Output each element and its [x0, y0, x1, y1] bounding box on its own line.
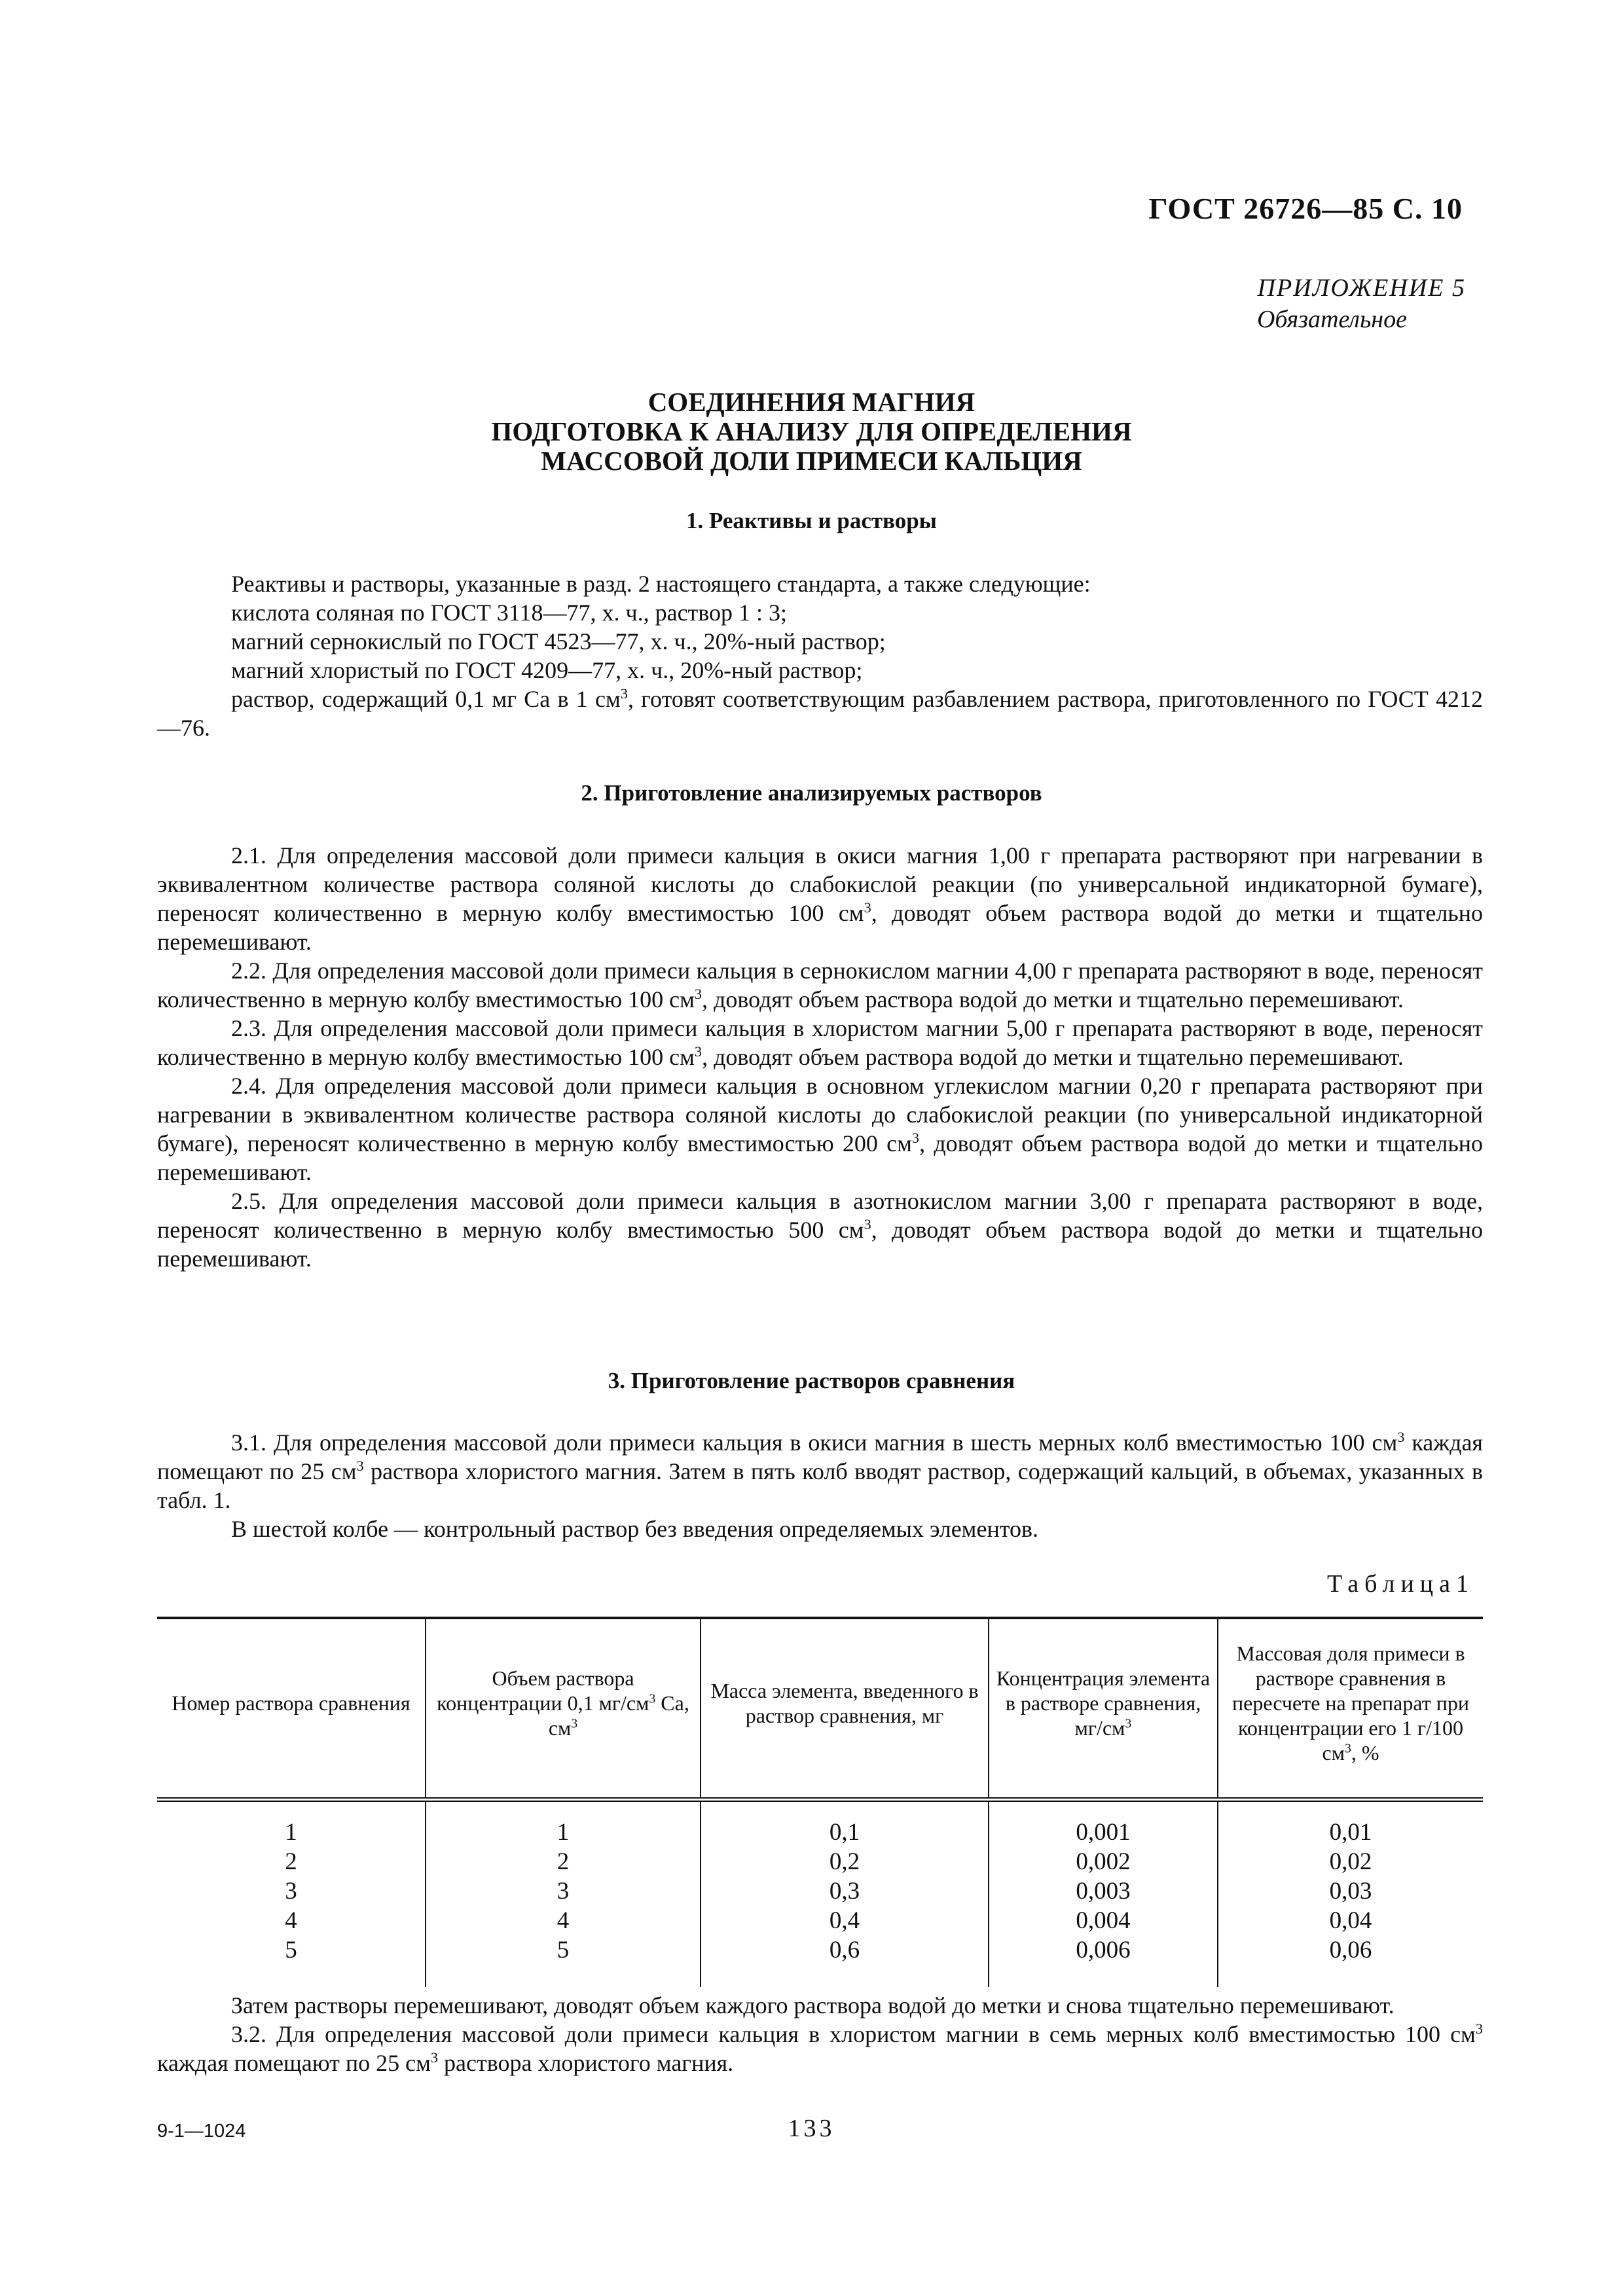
table-cell: 0,1: [701, 1800, 989, 1848]
table-cell: 1: [426, 1800, 701, 1848]
paragraph-2-1: 2.1. Для определения массовой доли примеси кальция в окиси магния 1,00 г препарата растворяют при нагревании в эквивалентном количестве раствора соляной кислоты до слабокислой реакции (по универсальной индикаторной бумаге), переносят количественно в мерную колбу вместимостью 100 $см^3$, доводят объем раствора водой до метки и тщательно перемешивают.: [157, 842, 1483, 955]
section-3-body: [157, 1428, 1483, 1543]
table-row: [157, 1876, 1483, 1906]
appendix-label: ПРИЛОЖЕНИЕ 5: [1257, 274, 1466, 302]
section-3-heading: 3. Приготовление растворов сравнения: [608, 1368, 1015, 1393]
table-row: [157, 1906, 1483, 1935]
table-cell: 3: [285, 1878, 297, 1905]
col-header-volume: Объем раствора концентрации 0,1 $мг/см^3$ Са, $см^3$: [426, 1618, 701, 1800]
table-cell: 0,001: [989, 1800, 1218, 1848]
paragraph-2-3: 2.3. Для определения массовой доли примеси кальция в хлористом магнии 5,00 г препарата растворяют в воде, переносят количественно в мерную колбу вместимостью 100 $см^3$, доводят объем раствора водой до метки и тщательно перемешивают.: [157, 1015, 1483, 1070]
paragraph-3-1: 3.1. Для определения массовой доли примеси кальция в окиси магния в шесть мерных колб вместимостью 100 $см^3$ каждая помещают по 25 $см^3$ раствора хлористого магния. Затем в пять колб вводят раствор, содержащий кальций, в объемах, указанных в табл. 1.: [157, 1429, 1483, 1513]
table-cell: 0,3: [701, 1876, 989, 1906]
table-cell: 5: [285, 1937, 297, 1964]
table-cell: 0,01: [1218, 1800, 1483, 1848]
standard-header: ГОСТ 26726—85 С. 10: [1148, 192, 1463, 225]
table-row: [157, 1847, 1483, 1876]
paragraph: раствор, содержащий 0,1 мг Са в 1 $см^3$, готовят соответствующим разбавлением раствора, приготовленного по ГОСТ 4212—76.: [157, 685, 1484, 741]
table-cell: 0,4: [701, 1906, 989, 1935]
table-cell: 0,004: [989, 1906, 1218, 1935]
table-cell: 0,03: [1218, 1876, 1483, 1906]
paragraph-2-4: 2.4. Для определения массовой доли примеси кальция в основном углекислом магнии 0,20 г препарата растворяют при нагревании в эквивалентном количестве раствора соляной кислоты до слабокислой реакции (по универсальной индикаторной бумаге), переносят количественно в мерную колбу вместимостью 200 $см^3$, доводят объем раствора водой до метки и тщательно перемешивают.: [157, 1073, 1484, 1185]
paragraph: Реактивы и растворы, указанные в разд. 2 настоящего стандарта, а также следующие:: [231, 571, 1091, 597]
comparison-solutions-table: [157, 1617, 1483, 1987]
table-cell: 4: [285, 1907, 297, 1934]
table-cell: 0,002: [989, 1847, 1218, 1876]
title-line-2: ПОДГОТОВКА К АНАЛИЗУ ДЛЯ ОПРЕДЕЛЕНИЯ: [491, 416, 1132, 446]
table-cell: 0,006: [989, 1935, 1218, 1987]
table-cell: 5: [426, 1935, 701, 1987]
col-header-mass: Масса элемента, введенного в раствор сравнения, мг: [701, 1618, 989, 1800]
table-cell: 2: [285, 1848, 297, 1875]
table-cell: 0,06: [1218, 1935, 1483, 1987]
table-cell: 0,02: [1218, 1847, 1483, 1876]
title-line-3: МАССОВОЙ ДОЛИ ПРИМЕСИ КАЛЬЦИЯ: [541, 446, 1082, 476]
table-cell: 1: [285, 1819, 297, 1846]
table-cell: 0,6: [701, 1935, 989, 1987]
paragraph-2-5: 2.5. Для определения массовой доли примеси кальция в азотнокислом магнии 3,00 г препарата растворяют в воде, переносят количественно в мерную колбу вместимостью 500 $см^3$, доводят объем раствора водой до метки и тщательно перемешивают.: [157, 1188, 1483, 1272]
title-line-1: СОЕДИНЕНИЯ МАГНИЯ: [647, 387, 976, 417]
paragraph-3-2: 3.2. Для определения массовой доли примеси кальция в хлористом магнии в семь мерных колб вместимостью 100 $см^3$ каждая помещают по 25 $см^3$ раствора хлористого магния.: [157, 2020, 1483, 2076]
print-code: 9-1—1024: [157, 2121, 246, 2142]
paragraph: магний сернокислый по ГОСТ 4523—77, х. ч., 20%-ный раствор;: [231, 628, 886, 655]
table-cell: 0,2: [701, 1847, 989, 1876]
table-caption: Таблица1: [1326, 1570, 1474, 1598]
col-header-mass-fraction: Массовая доля примеси в растворе сравнения в пересчете на препарат при концентрации его 1 г/100 $см^3$, %: [1218, 1618, 1483, 1800]
appendix-status: Обязательное: [1256, 306, 1407, 333]
table-header-row: [157, 1618, 1483, 1800]
section-3-body-continued: [157, 1991, 1483, 2077]
table-cell: 2: [426, 1847, 701, 1876]
section-1-body: [157, 569, 1483, 742]
col-header-concentration: Концентрация элемента в растворе сравнения, $мг/см^3$: [989, 1618, 1218, 1800]
paragraph-2-2: 2.2. Для определения массовой доли примеси кальция в сернокислом магнии 4,00 г препарата растворяют в воде, переносят количественно в мерную колбу вместимостью 100 $см^3$, доводят объем раствора водой до метки и тщательно перемешивают.: [157, 958, 1483, 1013]
document-title: [0, 387, 1623, 476]
table-cell: 0,04: [1218, 1906, 1483, 1935]
table-cell: 4: [426, 1906, 701, 1935]
paragraph: магний хлористый по ГОСТ 4209—77, х. ч., 20%-ный раствор;: [231, 657, 863, 683]
col-header-solution-number: Номер раствора сравнения: [157, 1618, 426, 1800]
paragraph: кислота соляная по ГОСТ 3118—77, х. ч., раствор 1 : 3;: [231, 600, 788, 626]
table-row: [157, 1935, 1483, 1987]
table-row: [157, 1800, 1483, 1848]
page-number: 133: [788, 2115, 835, 2142]
section-1-heading: 1. Реактивы и растворы: [685, 508, 938, 533]
table-cell: 3: [426, 1876, 701, 1906]
section-2-body: [157, 841, 1483, 1273]
table-cell: 0,003: [989, 1876, 1218, 1906]
section-2-heading: 2. Приготовление анализируемых растворов: [581, 780, 1042, 806]
paragraph-after-table: Затем растворы перемешивают, доводят объем каждого раствора водой до метки и снова тщательно перемешивают.: [231, 1992, 1395, 2018]
paragraph-3-1-cont: В шестой колбе — контрольный раствор без введения определяемых элементов.: [231, 1516, 1038, 1542]
